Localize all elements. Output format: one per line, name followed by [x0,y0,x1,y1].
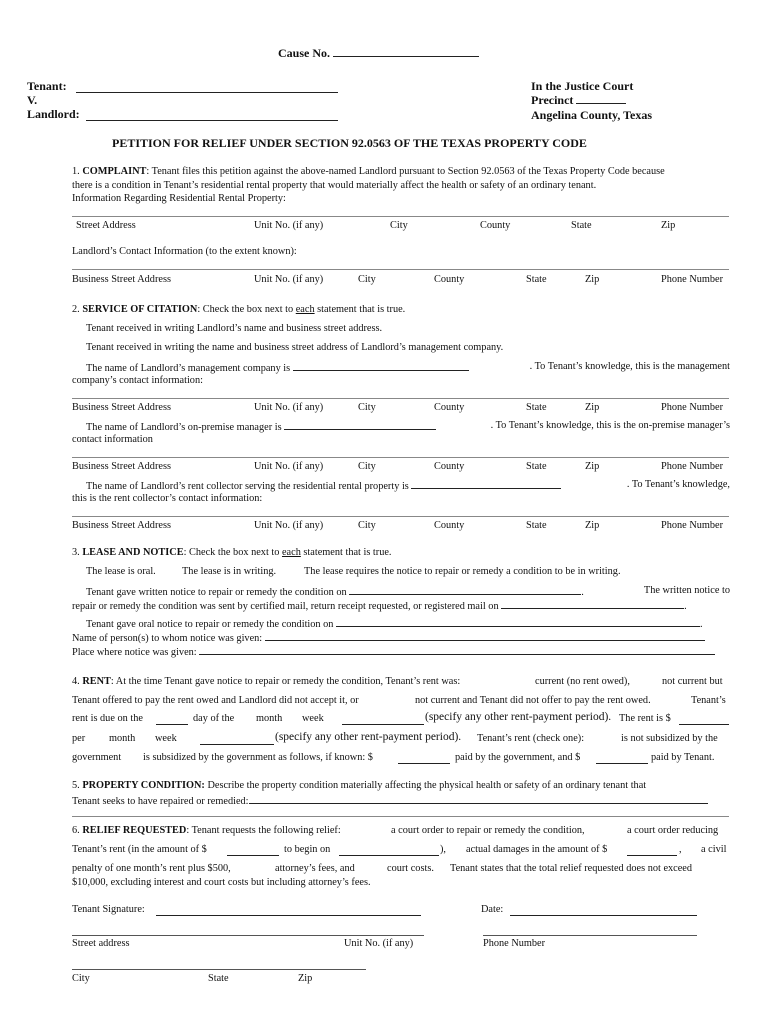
notice-place-line: Place where notice was given: [72,645,715,658]
government-pays-label: paid by the government, and $ [455,752,581,763]
onprem-manager-line: The name of Landlord’s on-premise manager is . To Tenant’s knowledge, this is the on-premise manager’s [86,420,730,433]
rent-line-2a: Tenant offered to pay the rent owed and Landlord did not accept it, or [72,695,359,706]
actual-damages-option[interactable]: actual damages in the amount of $ [466,844,608,855]
written-notice-date-blank[interactable] [349,585,581,595]
biz-label-phone: Phone Number [661,274,724,285]
attorney-fees-option[interactable]: attorney’s fees, and [275,863,355,874]
biz-label-county: County [434,274,465,285]
property-condition-blank[interactable] [249,794,708,804]
court-name: In the Justice Court [531,79,634,93]
civil-penalty-option[interactable]: a civil [701,844,727,855]
collector-label-unit: Unit No. (if any) [254,520,324,531]
persons-notified-line: Name of person(s) to whom notice was given: [72,631,705,644]
rent-other-period-label: (specify any other rent-payment period). [425,711,612,723]
onprem-label-unit: Unit No. (if any) [254,461,324,472]
lease-writing-option[interactable]: The lease is in writing. [182,566,277,577]
certified-mail-date-blank[interactable] [501,599,684,609]
subsidized-option[interactable]: is subsidized by the government as follows, if known: $ [143,752,373,763]
signature-label: Tenant Signature: [72,904,145,915]
mgmt-company-line: The name of Landlord’s management company is . To Tenant’s knowledge, this is the management [86,361,730,374]
relief-rent-amount-label: Tenant’s rent (in the amount of $ [72,844,207,855]
court-costs-option[interactable]: court costs. [387,863,434,874]
onprem-manager-line-2: contact information [72,434,153,445]
rent-other-period-blank[interactable] [342,724,424,725]
tenant-pays-label: paid by Tenant. [651,752,715,763]
biz-label-city: City [358,274,376,285]
rent-line-2c: Tenant’s [691,695,726,706]
rent-per-other-label: (specify any other rent-payment period). [275,731,462,743]
rent-collector-line-2: this is the rent collector’s contact information: [72,493,263,504]
collector-address-line[interactable] [72,516,729,517]
mgmt-label-state: State [526,402,547,413]
biz-label-street: Business Street Address [72,274,171,285]
service-option-1[interactable]: Tenant received in writing Landlord’s name and business street address. [86,323,383,334]
state-label: State [208,973,229,984]
biz-label-state: State [526,274,547,285]
not-subsidized-option[interactable]: is not subsidized by the [621,733,718,744]
reduced-rent-start-blank[interactable] [339,855,439,856]
rent-not-current-option[interactable]: not current but [662,676,723,687]
cause-number-blank[interactable] [333,46,479,57]
rent-per-month-option[interactable]: month [109,733,136,744]
biz-label-unit: Unit No. (if any) [254,274,324,285]
relief-line-4: $10,000, excluding interest and court costs but including attorney’s fees. [72,877,371,888]
cause-number: Cause No. [278,46,479,61]
section-3-heading: 3. LEASE AND NOTICE: Check the box next to each statement that is true. [72,547,392,558]
lease-oral-option[interactable]: The lease is oral. [86,566,156,577]
actual-damages-blank[interactable] [627,855,677,856]
phone-number-field[interactable] [483,935,697,936]
tenant-name-blank[interactable] [76,92,338,93]
rent-per-week-option[interactable]: week [155,733,177,744]
tenant-pays-blank[interactable] [596,763,648,764]
relief-line-1a: 6. RELIEF REQUESTED: Tenant requests the following relief: [72,825,341,836]
rent-per-other-blank[interactable] [200,744,274,745]
onprem-manager-blank[interactable] [284,420,436,430]
street-address-field[interactable] [72,935,424,936]
page-title: PETITION FOR RELIEF UNDER SECTION 92.0563 OF THE TEXAS PROPERTY CODE [112,136,587,150]
persons-notified-blank[interactable] [265,631,705,641]
section-2-heading: 2. SERVICE OF CITATION: Check the box next to each statement that is true. [72,304,406,315]
onprem-label-phone: Phone Number [661,461,724,472]
addr-label-street: Street Address [76,220,136,231]
mgmt-label-city: City [358,402,376,413]
mgmt-label-phone: Phone Number [661,402,724,413]
rent-collector-blank[interactable] [411,479,561,489]
mgmt-label-street: Business Street Address [72,402,171,413]
rent-day-of-label: day of the [193,713,235,724]
phone-number-label: Phone Number [483,938,546,949]
landlord-label: Landlord: [27,107,80,121]
mgmt-company-blank[interactable] [293,361,469,371]
mgmt-address-line[interactable] [72,398,729,399]
biz-label-zip: Zip [585,274,600,285]
rent-collector-line: The name of Landlord’s rent collector serving the residential rental property is . To Tenant’s knowledge, [86,479,730,492]
written-notice-line: Tenant gave written notice to repair or remedy the condition on . The written notice to [86,585,730,598]
onprem-label-zip: Zip [585,461,600,472]
unit-number-label: Unit No. (if any) [344,938,414,949]
city-label: City [72,973,90,984]
tenant-label: Tenant: [27,79,67,93]
section-1-line-2: there is a condition in Tenant’s residential rental property that would materially affect the health or safety of an ordinary tenant. [72,180,597,191]
rent-not-offered-option[interactable]: not current and Tenant did not offer to pay the rent owed. [415,695,651,706]
collector-label-state: State [526,520,547,531]
relief-begin-label: to begin on [284,844,331,855]
collector-label-zip: Zip [585,520,600,531]
property-address-line[interactable] [72,216,729,217]
landlord-name-blank[interactable] [86,120,338,121]
addr-label-county: County [480,220,511,231]
section-5-line-2: Tenant seeks to have repaired or remedied: [72,794,708,807]
lease-requires-option[interactable]: The lease requires the notice to repair or remedy a condition to be in writing. [304,566,621,577]
rent-month-option[interactable]: month [256,713,283,724]
property-condition-line-2[interactable] [72,816,729,817]
section-1-line-3: Information Regarding Residential Rental Property: [72,193,286,204]
rent-line-1a: 4. RENT: At the time Tenant gave notice to repair or remedy the condition, Tenant’s rent was: [72,676,461,687]
date-field[interactable] [510,915,697,916]
relief-line-3d: Tenant states that the total relief requested does not exceed [450,863,693,874]
onprem-label-county: County [434,461,465,472]
collector-label-street: Business Street Address [72,520,171,531]
section-5-line-1: 5. PROPERTY CONDITION: Describe the property condition materially affecting the physical health or safety of an ordinary tenant that [72,780,647,791]
written-notice-line-2: repair or remedy the condition was sent by certified mail, return receipt requested, or registered mail on . [72,601,687,612]
addr-label-state: State [571,220,592,231]
rent-per-label: per [72,733,86,744]
reduced-rent-amount-blank[interactable] [227,855,279,856]
mgmt-label-unit: Unit No. (if any) [254,402,324,413]
rent-current-option[interactable]: current (no rent owed), [535,676,630,687]
relief-line-2c: ), [440,844,447,855]
mgmt-company-line-2: company’s contact information: [72,375,203,386]
collector-label-county: County [434,520,465,531]
relief-line-2e: , [679,844,682,855]
zip-label: Zip [298,973,313,984]
rent-amount-label: The rent is $ [619,713,671,724]
oral-notice-date-blank[interactable] [336,617,700,627]
versus-label: V. [27,93,38,107]
service-option-2[interactable]: Tenant received in writing the name and business street address of Landlord’s management company. [86,342,504,353]
date-label: Date: [481,904,504,915]
landlord-address-line[interactable] [72,269,729,270]
addr-label-zip: Zip [661,220,676,231]
civil-penalty-label: penalty of one month’s rent plus $500, [72,863,231,874]
mgmt-label-county: County [434,402,465,413]
rent-due-day-blank[interactable] [156,724,188,725]
rent-due-label: rent is due on the [72,713,143,724]
street-address-label: Street address [72,938,130,949]
notice-place-blank[interactable] [199,645,715,655]
rent-week-option[interactable]: week [302,713,324,724]
landlord-contact-heading: Landlord’s Contact Information (to the extent known): [72,246,297,257]
onprem-label-city: City [358,461,376,472]
signature-field[interactable] [156,915,421,916]
oral-notice-line: Tenant gave oral notice to repair or remedy the condition on . [86,619,703,630]
addr-label-unit: Unit No. (if any) [254,220,324,231]
onprem-address-line[interactable] [72,457,729,458]
city-state-zip-field[interactable] [72,969,366,970]
onprem-label-street: Business Street Address [72,461,171,472]
addr-label-city: City [390,220,408,231]
government-pays-blank[interactable] [398,763,450,764]
relief-repair-option[interactable]: a court order to repair or remedy the condition, [391,825,585,836]
rent-line-5a: government [72,752,122,763]
county-texas: Angelina County, Texas [531,108,653,122]
mgmt-label-zip: Zip [585,402,600,413]
rent-amount-blank[interactable] [679,724,729,725]
precinct-blank[interactable] [576,93,626,104]
collector-label-phone: Phone Number [661,520,724,531]
onprem-label-state: State [526,461,547,472]
section-1-line-1: 1. COMPLAINT: Tenant files this petition against the above-named Landlord pursuant to Section 92.0563 of the Texas Property Code because [72,166,665,177]
relief-reduce-rent-option[interactable]: a court order reducing [627,825,719,836]
precinct-label: Precinct [531,93,626,108]
rent-check-one-label: Tenant’s rent (check one): [477,733,585,744]
collector-label-city: City [358,520,376,531]
